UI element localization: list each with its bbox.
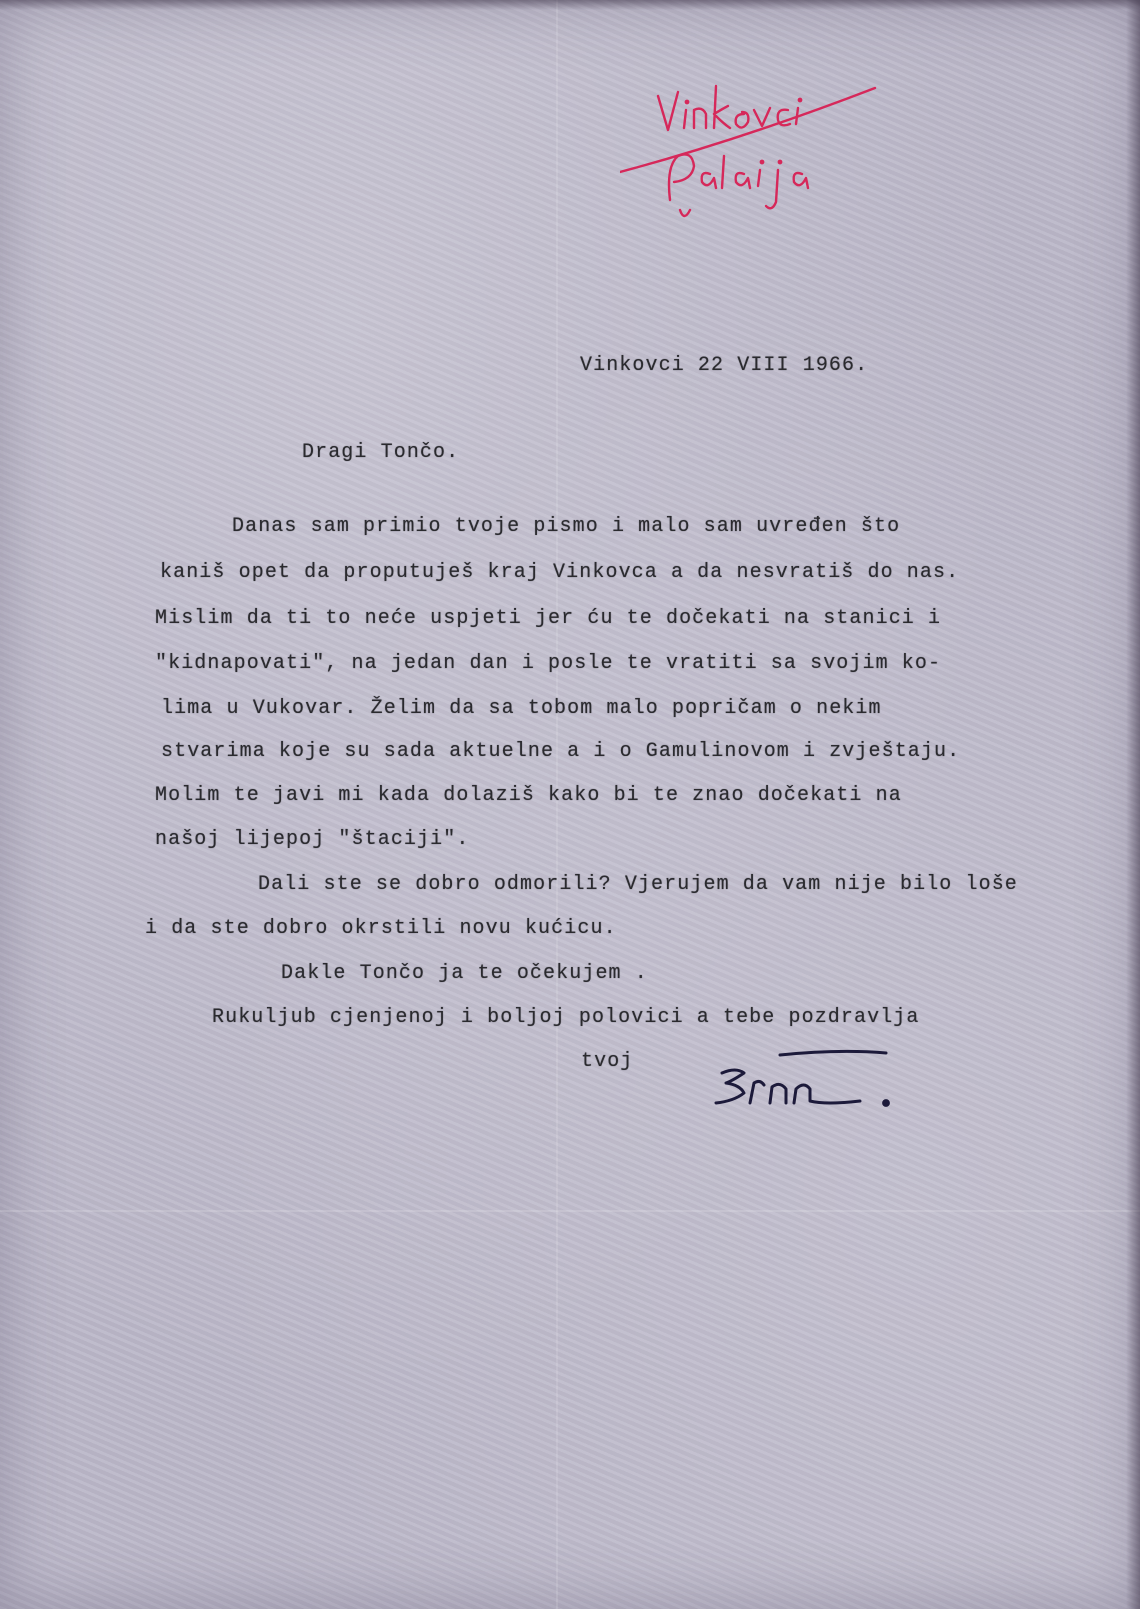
body-line: "kidnapovati", na jedan dan i posle te vratiti sa svojim ko- <box>155 652 942 675</box>
paper-edge-shadow-top <box>0 0 1140 10</box>
body-line: Rukuljub cjenjenoj i boljoj polovici a tebe pozdravlja <box>212 1006 920 1029</box>
body-line: našoj lijepoj "štaciji". <box>155 828 470 851</box>
body-line: Mislim da ti to neće uspjeti jer ću te dočekati na stanici i <box>155 607 942 630</box>
body-line: Dakle Tončo ja te očekujem . <box>281 962 648 985</box>
body-line: stvarima koje su sada aktuelne a i o Gamulinovom i zvještaju. <box>161 740 961 763</box>
body-line: Molim te javi mi kada dolaziš kako bi te znao dočekati na <box>155 784 902 807</box>
body-line: Danas sam primio tvoje pismo i malo sam uvređen što <box>232 515 901 538</box>
body-line: i da ste dobro okrstili novu kućicu. <box>145 917 617 940</box>
salutation: Dragi Tončo. <box>302 441 460 464</box>
fold-line-horizontal <box>0 1210 1140 1212</box>
body-line: Dali ste se dobro odmorili? Vjerujem da vam nije bilo loše <box>258 873 1018 896</box>
body-line: lima u Vukovar. Želim da sa tobom malo popričam o nekim <box>161 697 882 720</box>
paper-edge-shadow <box>1126 0 1140 1609</box>
place-and-date: Vinkovci 22 VIII 1966. <box>580 354 869 377</box>
handwritten-annotation <box>620 70 910 230</box>
closing: tvoj <box>581 1050 634 1073</box>
body-line: kaniš opet da proputuješ kraj Vinkovca a da nesvratiš do nas. <box>160 561 960 584</box>
signature <box>710 1045 930 1115</box>
